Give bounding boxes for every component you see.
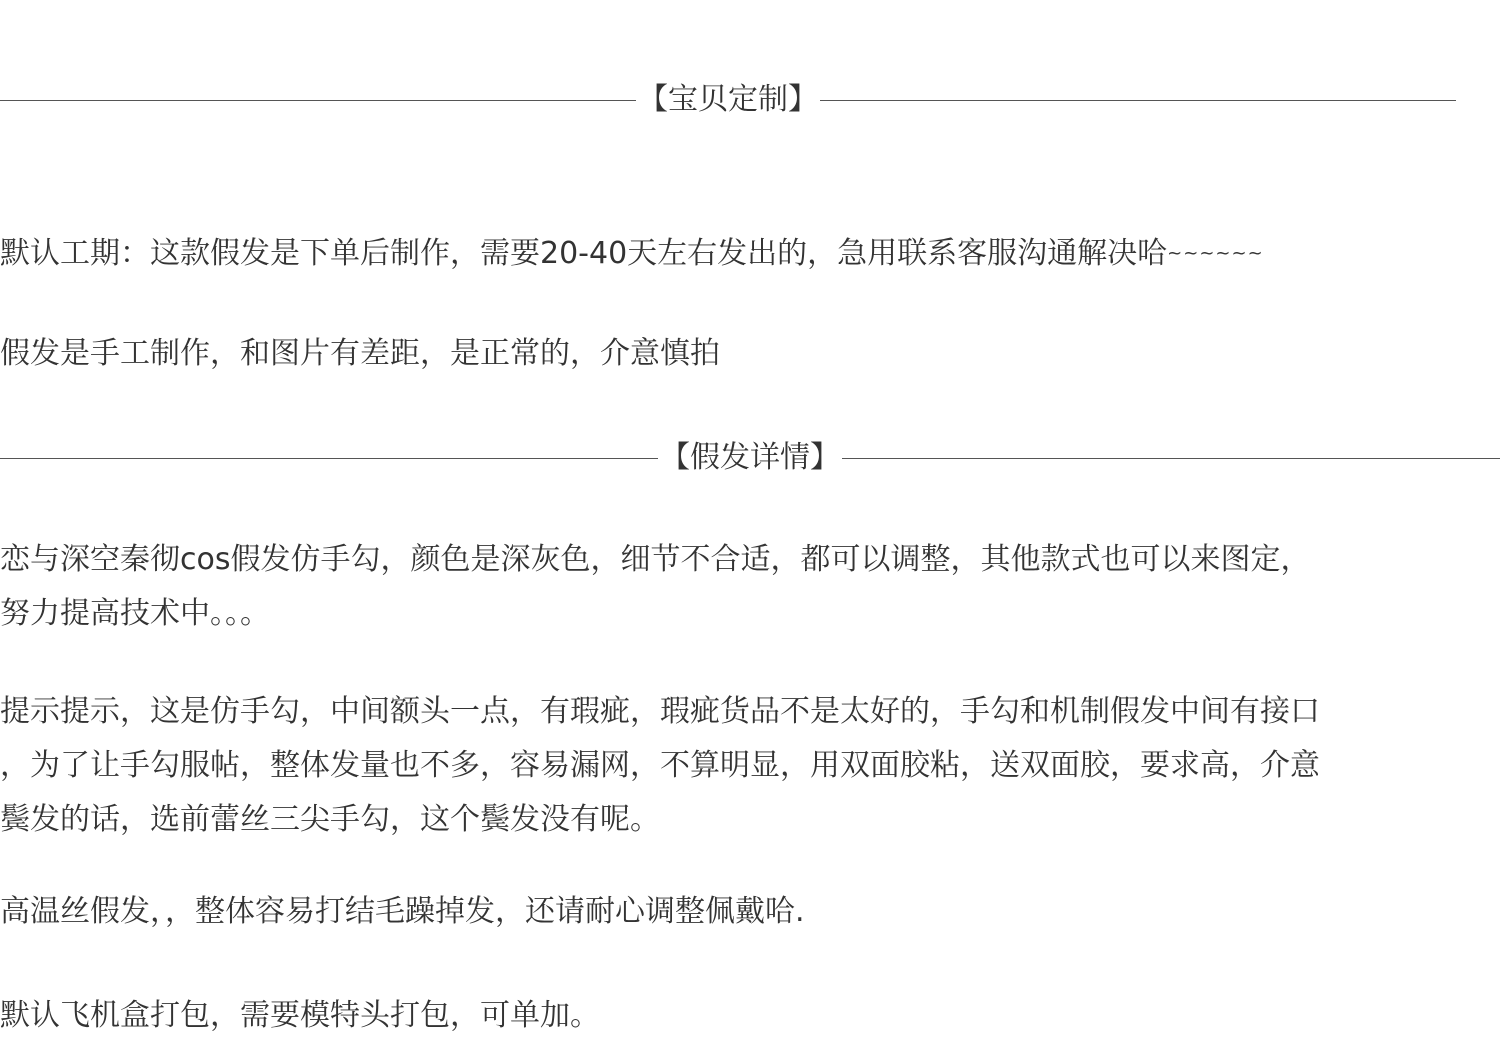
details-paragraph-description <box>0 533 1500 641</box>
divider-dash-left <box>0 100 636 101</box>
details-paragraph-notice <box>0 685 1500 847</box>
section-divider-details <box>0 440 1500 476</box>
paragraph-line: 鬓发的话，选前蕾丝三尖手勾，这个鬓发没有呢。 <box>0 802 660 837</box>
details-paragraph-packaging: 默认飞机盒打包，需要模特头打包，可单加。 <box>0 998 600 1033</box>
lead-time-body: 默认工期：这款假发是下单后制作，需要20-40天左右发出的，急用联系客服沟通解决哈 <box>0 236 1168 271</box>
divider-dash-right <box>842 458 1500 459</box>
lead-time-tilde: ~~~~~~ <box>1167 243 1264 264</box>
section-title-customization: 【宝贝定制】 <box>638 82 818 117</box>
divider-dash-right <box>820 100 1456 101</box>
lead-time-text <box>0 236 1264 272</box>
details-paragraph-material: 高温丝假发，，整体容易打结毛躁掉发，还请耐心调整佩戴哈. <box>0 894 805 929</box>
handmade-note: 假发是手工制作，和图片有差距，是正常的，介意慎拍 <box>0 336 720 371</box>
paragraph-line: 努力提高技术中。。。 <box>0 596 270 631</box>
paragraph-line: 恋与深空秦彻cos假发仿手勾，颜色是深灰色，细节不合适，都可以调整，其他款式也可以来图定， <box>0 542 1311 577</box>
divider-dash-left <box>0 458 658 459</box>
section-title-details: 【假发详情】 <box>660 440 840 475</box>
paragraph-line: 提示提示，这是仿手勾，中间额头一点，有瑕疵，瑕疵货品不是太好的，手勾和机制假发中间有接口 <box>0 694 1320 729</box>
paragraph-line: ，为了让手勾服帖，整体发量也不多，容易漏网，不算明显，用双面胶粘，送双面胶，要求高，介意 <box>0 748 1320 783</box>
section-divider-customization <box>0 82 1456 118</box>
